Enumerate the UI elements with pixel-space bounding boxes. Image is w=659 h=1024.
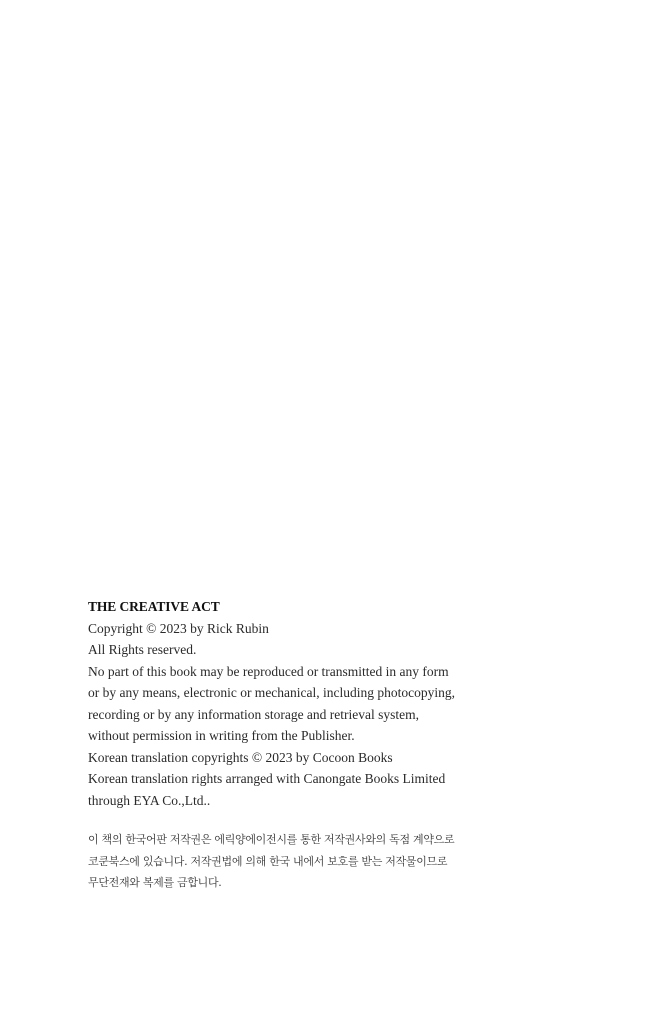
- korean-notice-line: 코쿤북스에 있습니다. 저작권법에 의해 한국 내에서 보호를 받는 저작물이므로: [88, 854, 448, 868]
- reproduction-notice-line: No part of this book may be reproduced or transmitted in any form: [88, 663, 449, 679]
- reproduction-notice-line: recording or by any information storage and retrieval system,: [88, 706, 420, 722]
- rights-reserved-line: All Rights reserved.: [88, 642, 197, 657]
- korean-notice: [88, 829, 608, 894]
- agency-line: through EYA Co.,Ltd..: [88, 792, 211, 808]
- korean-translation-rights-line: Korean translation rights arranged with Canongate Books Limited: [88, 771, 446, 786]
- korean-notice-line: 무단전재와 복제를 금합니다.: [88, 876, 222, 889]
- colophon-block: [88, 596, 608, 894]
- book-title: THE CREATIVE ACT: [88, 599, 220, 614]
- reproduction-notice-line: or by any means, electronic or mechanical, including photocopying,: [88, 685, 456, 700]
- korean-notice-line: 이 책의 한국어판 저작권은 에릭양에이전시를 통한 저작권사와의 독점 계약으로: [88, 833, 455, 846]
- reproduction-notice-line: without permission in writing from the Publisher.: [88, 728, 355, 743]
- copyright-line: Copyright © 2023 by Rick Rubin: [88, 620, 269, 636]
- korean-translation-copyright-line: Korean translation copyrights © 2023 by Cocoon Books: [88, 749, 393, 765]
